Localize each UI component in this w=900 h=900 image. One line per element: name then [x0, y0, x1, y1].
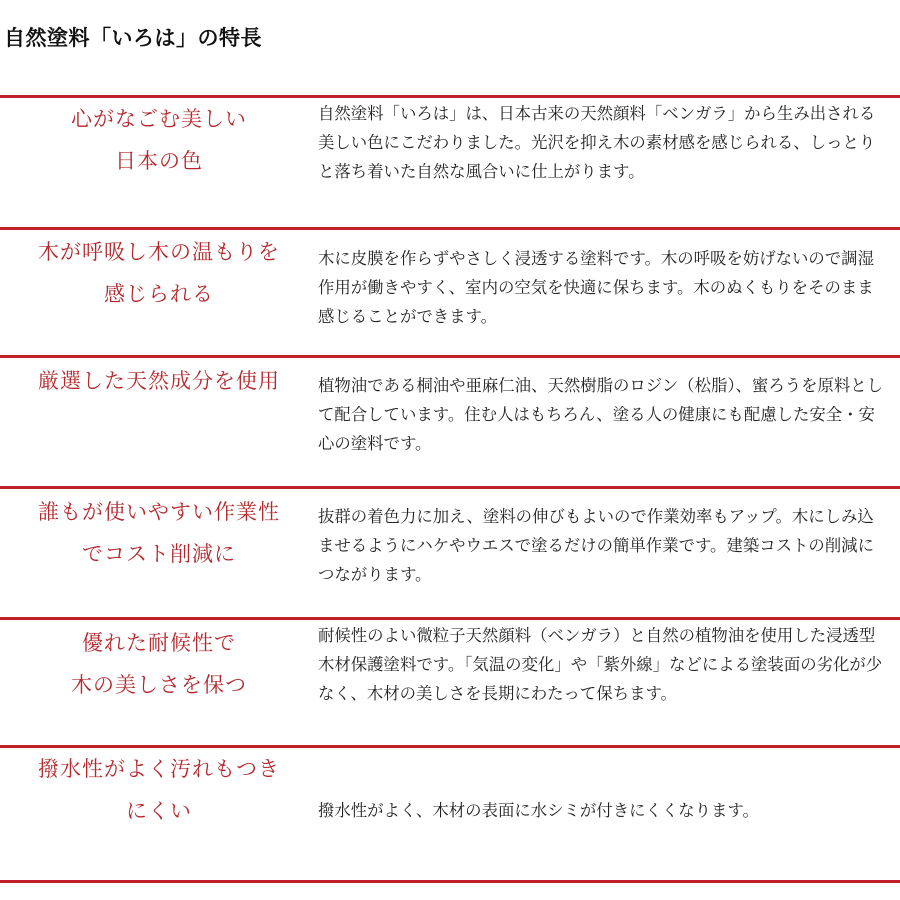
feature-heading-line: 厳選した天然成分を使用: [38, 369, 280, 393]
feature-heading: [0, 231, 318, 315]
feature-heading: [0, 748, 318, 832]
feature-heading-line: でコスト削減に: [82, 542, 236, 566]
feature-heading-line: 優れた耐候性で: [82, 631, 236, 655]
feature-heading-line: 感じられる: [104, 282, 214, 306]
feature-description: 植物油である桐油や亜麻仁油、天然樹脂のロジン（松脂）、蜜ろうを原料として配合しています。住む人はもちろん、塗る人の健康にも配慮した安全・安心の塗料です。: [318, 376, 884, 453]
feature-heading: [0, 622, 318, 706]
page-title: 自然塗料「いろは」の特長: [4, 26, 262, 50]
feature-heading-line: にくい: [126, 799, 192, 823]
feature-description: 木に皮膜を作らずやさしく浸透する塗料です。木の呼吸を妨げないので調湿作用が働きやすく、室内の空気を快適に保ちます。木のぬくもりをそのまま感じることができます。: [318, 249, 874, 326]
feature-heading: [0, 491, 318, 575]
feature-row-water-repellent: [0, 745, 900, 883]
feature-row-beautiful-color: [0, 95, 900, 227]
feature-heading-line: 誰もが使いやすい作業性: [38, 500, 280, 524]
feature-description: 撥水性がよく、木材の表面に水シミが付きにくくなります。: [318, 801, 759, 820]
feature-row-natural-ingredients: [0, 355, 900, 486]
feature-table: [0, 95, 900, 883]
feature-row-breathing-wood: [0, 227, 900, 355]
feature-heading: [0, 360, 318, 402]
feature-heading-line: 木が呼吸し木の温もりを: [38, 240, 280, 264]
feature-description: 耐候性のよい微粒子天然顔料（ベンガラ）と自然の植物油を使用した浸透型木材保護塗料です。「気温の変化」や「紫外線」などによる塗装面の劣化が少なく、木材の美しさを長期にわたって保ちます。: [318, 626, 883, 703]
feature-description: 自然塗料「いろは」は、日本古来の天然顔料「ベンガラ」から生み出される美しい色にこだわりました。光沢を抑え木の素材感を感じられる、しっとりと落ち着いた自然な風合いに仕上がります。: [318, 104, 876, 181]
feature-heading-line: 木の美しさを保つ: [71, 673, 247, 697]
feature-heading-line: 日本の色: [115, 149, 203, 173]
feature-row-weather-resistance: [0, 617, 900, 745]
feature-row-workability: [0, 486, 900, 617]
feature-heading: [0, 98, 318, 182]
feature-heading-line: 撥水性がよく汚れもつき: [38, 757, 280, 781]
feature-description: 抜群の着色力に加え、塗料の伸びもよいので作業効率もアップ。木にしみ込ませるようにハケやウエスで塗るだけの簡単作業です。建築コストの削減につながります。: [318, 507, 874, 584]
feature-heading-line: 心がなごむ美しい: [71, 107, 247, 131]
